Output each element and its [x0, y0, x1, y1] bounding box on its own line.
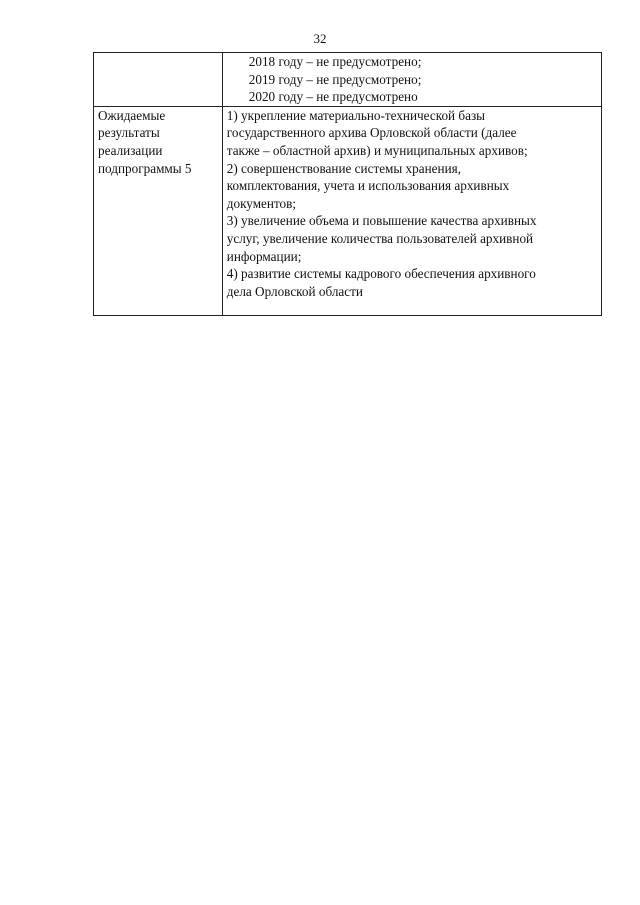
table-row-funding-continuation: [94, 53, 602, 107]
table-cell-funding-years: [222, 53, 601, 107]
results-label-line: Ожидаемые: [98, 107, 166, 123]
funding-line-2020: 2020 году – не предусмотрено: [248, 89, 418, 105]
results-label-line: подпрограммы 5: [98, 160, 192, 176]
results-content-line: также – областной архив) и муниципальных архивов;: [226, 142, 528, 158]
results-content-line: услуг, увеличение количества пользователей архивной: [226, 230, 534, 246]
funding-line-2018: 2018 году – не предусмотрено;: [248, 54, 422, 69]
page-number: 32: [313, 31, 327, 46]
results-label-line: реализации: [98, 142, 163, 158]
funding-line-2019: 2019 году – не предусмотрено;: [248, 71, 422, 87]
results-content-line: 2) совершенствование системы хранения,: [226, 160, 461, 176]
results-content-line: информации;: [226, 248, 302, 264]
program-table: [93, 52, 602, 316]
results-content-line: 3) увеличение объема и повышение качества архивных: [226, 213, 537, 229]
results-content-line: 4) развитие системы кадрового обеспечения архивного: [226, 266, 536, 282]
results-content-line: 1) укрепление материально-технической базы: [226, 107, 486, 123]
table-cell-results-content: [222, 106, 601, 315]
results-label-line: результаты: [98, 125, 160, 141]
results-content-line: документов;: [226, 195, 297, 211]
table-cell-empty-label: [94, 53, 223, 107]
results-content-line: комплектования, учета и использования архивных: [226, 178, 510, 194]
results-content-line: государственного архива Орловской области (далее: [226, 125, 517, 141]
table-row-expected-results: [94, 106, 602, 315]
results-content-line: дела Орловской области: [226, 283, 363, 299]
table-cell-results-label: [94, 106, 223, 315]
